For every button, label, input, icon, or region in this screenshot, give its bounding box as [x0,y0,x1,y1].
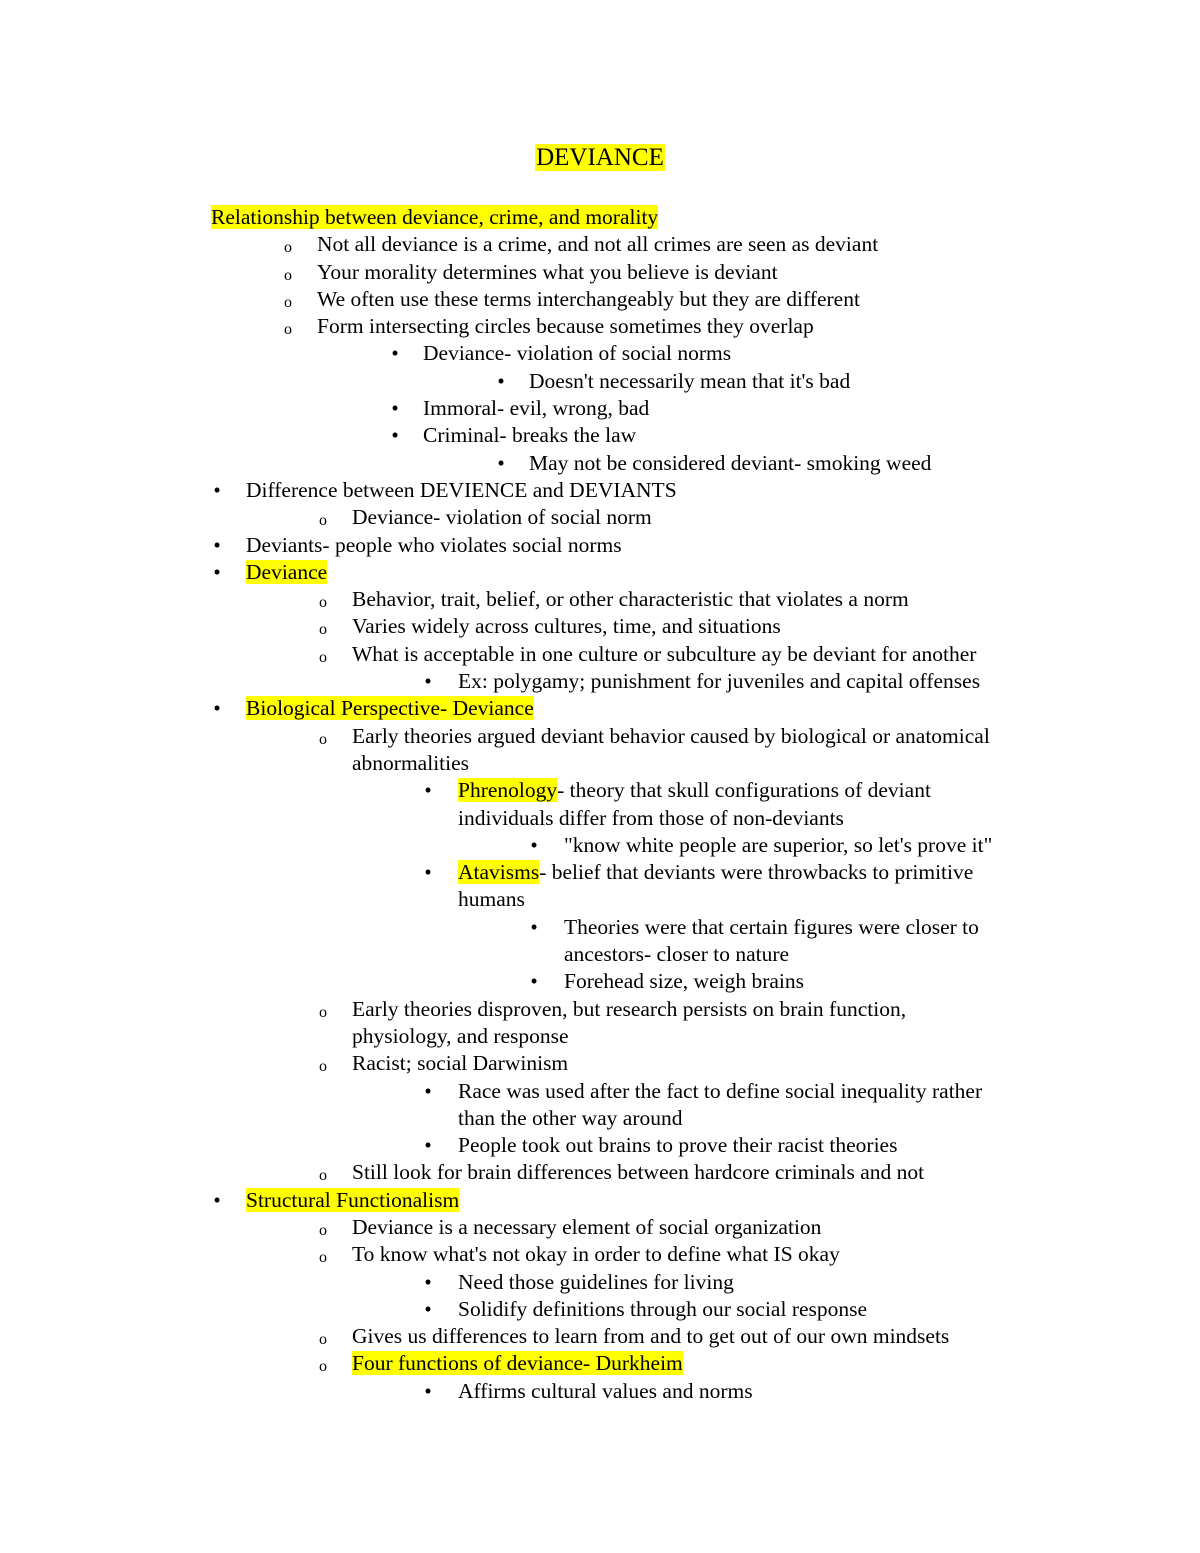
hollow-bullet-icon: o [284,293,292,311]
text-run: Gives us differences to learn from and to get out of our own mindsets [352,1324,950,1349]
list-item-text [564,968,804,995]
bullet-icon: • [530,914,538,939]
text-run: Racist; social Darwinism [352,1051,569,1076]
list-item-text [317,231,878,258]
list-item-text [352,613,781,640]
bullet-icon: • [391,341,399,366]
text-run: Behavior, trait, belief, or other characteristic that violates a norm [352,587,909,612]
list-item-text [458,1078,982,1105]
list-item [0,231,1200,258]
list-item [0,996,1200,1023]
list-item [0,613,1200,640]
text-run: Varies widely across cultures, time, and situations [352,614,781,639]
text-run: Need those guidelines for living [458,1269,734,1294]
list-item [0,313,1200,340]
list-item-text [458,1269,734,1296]
document-body [0,204,1200,1405]
list-item-text [529,368,850,395]
list-item-text [352,750,469,777]
list-item-text [458,1132,897,1159]
list-item-text [564,941,789,968]
list-item-text [352,1241,840,1268]
bullet-icon: • [530,969,538,994]
hollow-bullet-icon: o [284,266,292,284]
list-item [0,286,1200,313]
list-item-text [458,1296,867,1323]
text-run: People took out brains to prove their racist theories [458,1133,898,1158]
list-item [0,859,1200,886]
list-item-text [246,695,534,722]
bullet-icon: • [213,559,221,584]
list-item [0,1323,1200,1350]
text-run: May not be considered deviant- smoking weed [529,450,932,475]
list-item-text [211,204,658,231]
list-item [0,1132,1200,1159]
text-run: We often use these terms interchangeably but they are different [317,286,860,311]
list-item [0,914,1200,941]
bullet-icon: • [213,696,221,721]
bullet-icon: • [530,832,538,857]
list-item [0,1078,1200,1105]
text-run: Immoral- evil, wrong, bad [423,396,650,421]
hollow-bullet-icon: o [319,1358,327,1376]
highlighted-text: Four functions of deviance- Durkheim [352,1351,683,1376]
list-item-text [458,777,931,804]
list-item-text [458,805,844,832]
list-item [0,1159,1200,1186]
list-item-text [564,832,992,859]
list-item-text [352,641,976,668]
text-run: Form intersecting circles because sometimes they overlap [317,314,814,339]
text-run: ancestors- closer to nature [564,942,790,967]
highlighted-text: Relationship between deviance, crime, and morality [211,205,659,229]
hollow-bullet-icon: o [319,594,327,612]
text-run: Theories were that certain figures were closer to [564,914,979,939]
list-item-text [246,532,622,559]
list-item [0,1241,1200,1268]
text-run: Deviance- violation of social norm [352,505,652,530]
list-item [0,1378,1200,1405]
bullet-icon: • [424,1269,432,1294]
list-item [0,368,1200,395]
hollow-bullet-icon: o [284,239,292,257]
highlighted-text: Atavisms [458,860,540,885]
list-item [0,968,1200,995]
list-item [0,504,1200,531]
list-item-text [529,450,931,477]
list-item-text [317,286,860,313]
list-item [0,586,1200,613]
list-item-text [352,1023,569,1050]
text-run: Deviance is a necessary element of social organization [352,1214,822,1239]
list-item-text [352,1350,683,1377]
list-item [0,1269,1200,1296]
list-item [0,532,1200,559]
document-title [0,143,1200,173]
text-run: abnormalities [352,750,470,775]
list-item-text [352,996,906,1023]
list-item-text [246,477,677,504]
list-item [0,832,1200,859]
bullet-icon: • [424,1133,432,1158]
list-item-text [317,313,814,340]
text-run: - belief that deviants were throwbacks to primitive [539,860,974,885]
list-item [0,1023,1200,1050]
text-run: Still look for brain differences between hardcore criminals and not [352,1160,925,1185]
bullet-icon: • [391,423,399,448]
bullet-icon: • [424,669,432,694]
text-run: - theory that skull configurations of deviant [557,778,931,803]
bullet-icon: • [497,368,505,393]
text-run: Ex: polygamy; punishment for juveniles and capital offenses [458,669,981,694]
list-item-text [246,1187,459,1214]
list-item-text [352,723,990,750]
bullet-icon: • [391,396,399,421]
list-item [0,750,1200,777]
list-item-text [317,259,778,286]
hollow-bullet-icon: o [319,1058,327,1076]
list-item-text [352,1323,949,1350]
list-item [0,395,1200,422]
text-run: humans [458,887,525,912]
text-run: than the other way around [458,1105,683,1130]
text-run: What is acceptable in one culture or subculture ay be deviant for another [352,641,977,666]
list-item [0,204,1200,231]
bullet-icon: • [424,1078,432,1103]
highlighted-text: Biological Perspective- Deviance [246,696,534,721]
list-item [0,1050,1200,1077]
bullet-icon: • [213,477,221,502]
list-item [0,941,1200,968]
text-run: To know what's not okay in order to define what IS okay [352,1242,840,1267]
list-item-text [352,1159,924,1186]
list-item [0,477,1200,504]
text-run: Difference between DEVIENCE and DEVIANTS [246,477,677,502]
text-run: Forehead size, weigh brains [564,969,805,994]
list-item [0,1350,1200,1377]
hollow-bullet-icon: o [319,1331,327,1349]
list-item-text [352,1050,568,1077]
list-item [0,450,1200,477]
list-item [0,805,1200,832]
list-item-text [458,1378,753,1405]
list-item [0,1105,1200,1132]
text-run: Affirms cultural values and norms [458,1378,753,1403]
list-item [0,559,1200,586]
text-run: Early theories disproven, but research persists on brain function, [352,996,907,1021]
hollow-bullet-icon: o [319,512,327,530]
text-run: Deviance- violation of social norms [423,341,732,366]
list-item [0,422,1200,449]
hollow-bullet-icon: o [284,321,292,339]
text-run: Early theories argued deviant behavior caused by biological or anatomical [352,723,990,748]
list-item [0,340,1200,367]
hollow-bullet-icon: o [319,648,327,666]
list-item-text [423,340,731,367]
list-item [0,695,1200,722]
hollow-bullet-icon: o [319,1249,327,1267]
list-item-text [423,395,649,422]
hollow-bullet-icon: o [319,730,327,748]
highlighted-text: Structural Functionalism [246,1187,460,1212]
list-item-text [352,586,909,613]
text-run: physiology, and response [352,1023,569,1048]
highlighted-text: Phrenology [458,778,558,803]
list-item-text [423,422,636,449]
bullet-icon: • [424,778,432,803]
text-run: Your morality determines what you believe is deviant [317,259,778,284]
text-run: Not all deviance is a crime, and not all crimes are seen as deviant [317,232,879,257]
list-item [0,777,1200,804]
text-run: "know white people are superior, so let's prove it" [564,832,993,857]
list-item-text [246,559,327,586]
list-item [0,886,1200,913]
hollow-bullet-icon: o [319,1003,327,1021]
list-item-text [458,859,973,886]
list-item-text [458,1105,682,1132]
text-run: Criminal- breaks the law [423,423,637,448]
list-item [0,1187,1200,1214]
list-item-text [352,504,652,531]
bullet-icon: • [424,1296,432,1321]
highlighted-text: Deviance [246,559,328,584]
list-item-text [458,886,525,913]
text-run: Deviants- people who violates social norms [246,532,622,557]
bullet-icon: • [424,860,432,885]
bullet-icon: • [497,450,505,475]
bullet-icon: • [424,1378,432,1403]
hollow-bullet-icon: o [319,1221,327,1239]
list-item-text [352,1214,821,1241]
hollow-bullet-icon: o [319,621,327,639]
text-run: individuals differ from those of non-deviants [458,805,844,830]
hollow-bullet-icon: o [319,1167,327,1185]
text-run: Doesn't necessarily mean that it's bad [529,368,851,393]
text-run: Race was used after the fact to define social inequality rather [458,1078,983,1103]
list-item [0,668,1200,695]
list-item-text [564,914,979,941]
title-text: DEVIANCE [536,144,664,171]
list-item [0,641,1200,668]
text-run: Solidify definitions through our social response [458,1296,868,1321]
list-item [0,723,1200,750]
list-item-text [458,668,980,695]
list-item [0,1214,1200,1241]
list-item [0,1296,1200,1323]
bullet-icon: • [213,1187,221,1212]
list-item [0,259,1200,286]
bullet-icon: • [213,532,221,557]
